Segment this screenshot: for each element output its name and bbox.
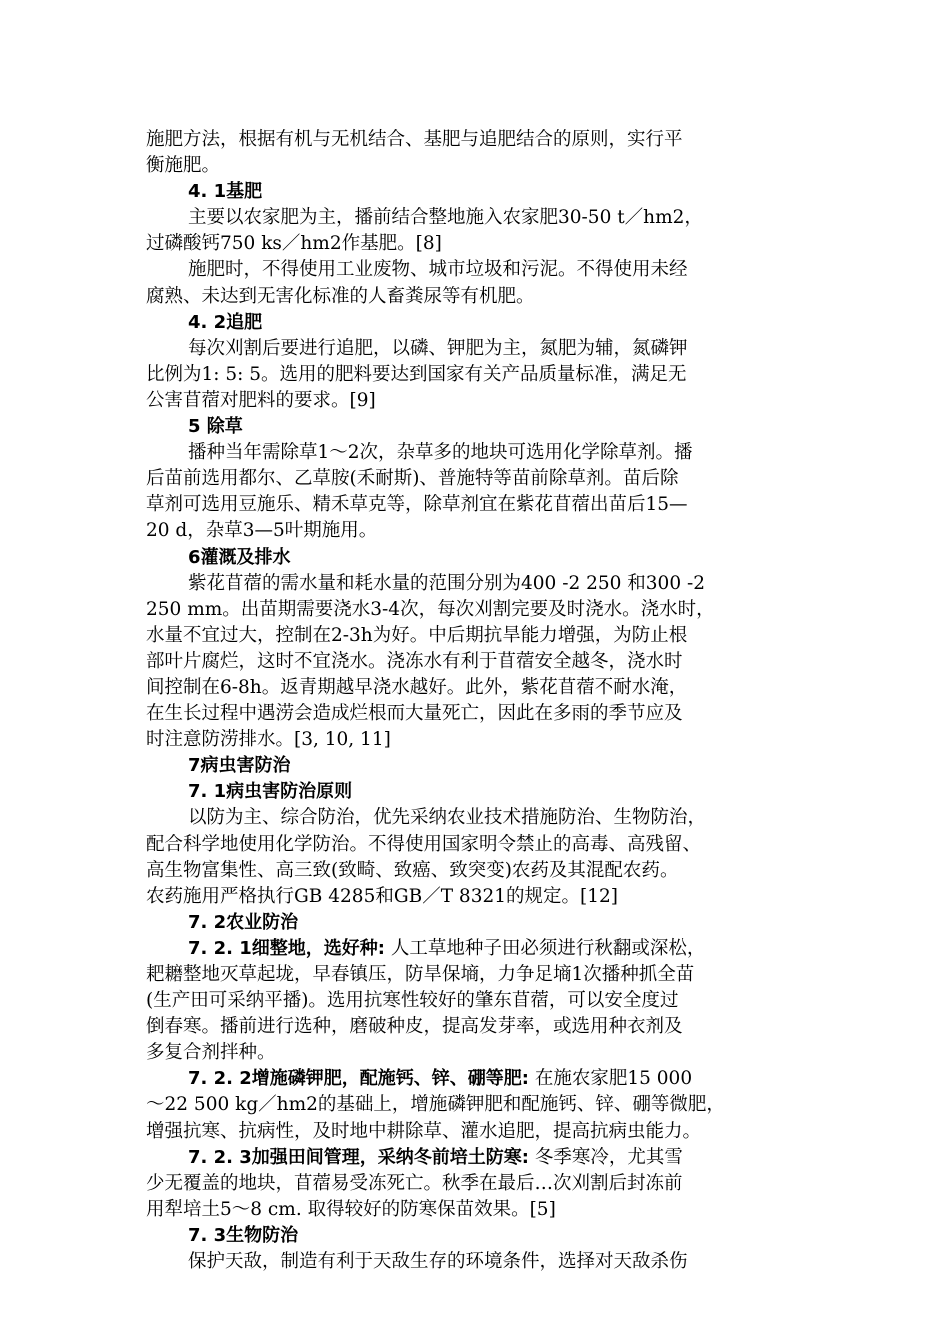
body-line: 草剂可选用豆施乐、精禾草克等，除草剂宜在紫花苜蓿出苗后15— <box>146 494 688 516</box>
section-heading: 7病虫害防治 <box>188 755 291 777</box>
body-line: 多复合剂拌种。 <box>146 1042 276 1064</box>
inline-text: 冬季寒冷，尤其雪 <box>528 1146 683 1168</box>
body-line: 比例为1: 5: 5。选用的肥料要达到国家有关产品质量标准，满足无 <box>146 363 687 385</box>
body-line: 配合科学地使用化学防治。不得使用国家明令禁止的高毒、高残留、 <box>146 833 702 855</box>
section-heading: 4. 2追肥 <box>188 311 263 333</box>
body-line: 水量不宜过大，控制在2-3h为好。中后期抗旱能力增强，为防止根 <box>146 624 688 646</box>
body-line: 增强抗寒、抗病性，及时地中耕除草、灌水追肥，提高抗病虫能力。 <box>146 1120 702 1142</box>
section-heading: 7. 1病虫害防治原则 <box>188 781 353 803</box>
body-line: 后苗前选用都尔、乙草胺(禾耐斯)、普施特等苗前除草剂。苗后除 <box>146 468 679 490</box>
body-line: (生产田可采纳平播)。选用抗寒性较好的肇东苜蓿，可以安全度过 <box>146 990 679 1012</box>
body-line: 部叶片腐烂，这时不宜浇水。浇冻水有利于苜蓿安全越冬，浇水时 <box>146 650 683 672</box>
inline-heading: 7. 2. 3加强田间管理，采纳冬前培土防寒: <box>188 1146 529 1168</box>
body-line: 用犁培土5～8 cm. 取得较好的防寒保苗效果。[5] <box>146 1198 556 1220</box>
inline-text: 人工草地种子田必须进行秋翻或深松， <box>384 937 706 959</box>
body-line: 间控制在6-8h。返青期越早浇水越好。此外，紫花苜蓿不耐水淹， <box>146 676 688 698</box>
body-line: 施肥时，不得使用工业废物、城市垃圾和污泥。不得使用未经 <box>188 259 688 281</box>
inline-heading: 7. 2. 1细整地，选好种: <box>188 937 385 959</box>
section-heading: 7. 3生物防治 <box>188 1224 299 1246</box>
section-heading: 5 除草 <box>188 416 243 438</box>
body-line: 以防为主、综合防治，优先采纳农业技术措施防治、生物防治， <box>188 807 707 829</box>
body-line: 腐熟、未达到无害化标准的人畜粪尿等有机肥。 <box>146 285 535 307</box>
body-line: 过磷酸钙750 ks／hm2作基肥。[8] <box>146 233 442 255</box>
body-line: 250 mm。出苗期需要浇水3-4次，每次刈割完要及时浇水。浇水时， <box>146 598 715 620</box>
section-heading: 7. 2农业防治 <box>188 911 299 933</box>
section-heading: 4. 1基肥 <box>188 181 263 203</box>
body-line: 耙耱整地灭草起垅，早春镇压，防旱保墒，力争足墒1次播种抓全苗 <box>146 964 695 985</box>
body-line: 播种当年需除草1～2次，杂草多的地块可选用化学除草剂。播 <box>188 442 693 464</box>
body-line: 保护天敌，制造有利于天敌生存的环境条件，选择对天敌杀伤 <box>188 1251 688 1273</box>
body-line: 时注意防涝排水。[3, 10, 11] <box>146 729 391 751</box>
body-line: 紫花苜蓿的需水量和耗水量的范围分别为400 -2 250 和300 -2 <box>188 572 705 594</box>
section-heading: 6灌溉及排水 <box>188 546 291 568</box>
body-line: 高生物富集性、高三致(致畸、致癌、致突变)农药及其混配农药。 <box>146 859 679 881</box>
inline-text: 在施农家肥15 000 <box>528 1068 693 1090</box>
body-line: 公害苜蓿对肥料的要求。[9] <box>146 389 376 411</box>
body-line: ～22 500 kg／hm2的基础上，增施磷钾肥和配施钙、锌、硼等微肥， <box>146 1094 725 1116</box>
body-line: 主要以农家肥为主，播前结合整地施入农家肥30-50 t／hm2， <box>188 207 703 229</box>
body-line: 倒春寒。播前进行选种，磨破种皮，提高发芽率，或选用种衣剂及 <box>146 1016 683 1038</box>
body-line: 每次刈割后要进行追肥，以磷、钾肥为主，氮肥为辅，氮磷钾 <box>188 337 688 359</box>
inline-heading: 7. 2. 2增施磷钾肥，配施钙、锌、硼等肥: <box>188 1068 529 1090</box>
body-line: 施肥方法，根据有机与无机结合、基肥与追肥结合的原则，实行平 <box>146 129 683 150</box>
body-line: 衡施肥。 <box>146 155 221 177</box>
body-line <box>146 1145 816 1171</box>
body-line: 少无覆盖的地块，苜蓿易受冻死亡。秋季在最后…次刈割后封冻前 <box>146 1172 683 1194</box>
body-line: 农药施用严格执行GB 4285和GB／T 8321的规定。[12] <box>146 885 618 907</box>
document-page <box>146 127 816 1275</box>
body-line <box>146 936 816 962</box>
body-line: 在生长过程中遇涝会造成烂根而大量死亡，因此在多雨的季节应及 <box>146 703 683 725</box>
body-line: 20 d，杂草3—5叶期施用。 <box>146 520 378 542</box>
body-line <box>146 1066 816 1092</box>
